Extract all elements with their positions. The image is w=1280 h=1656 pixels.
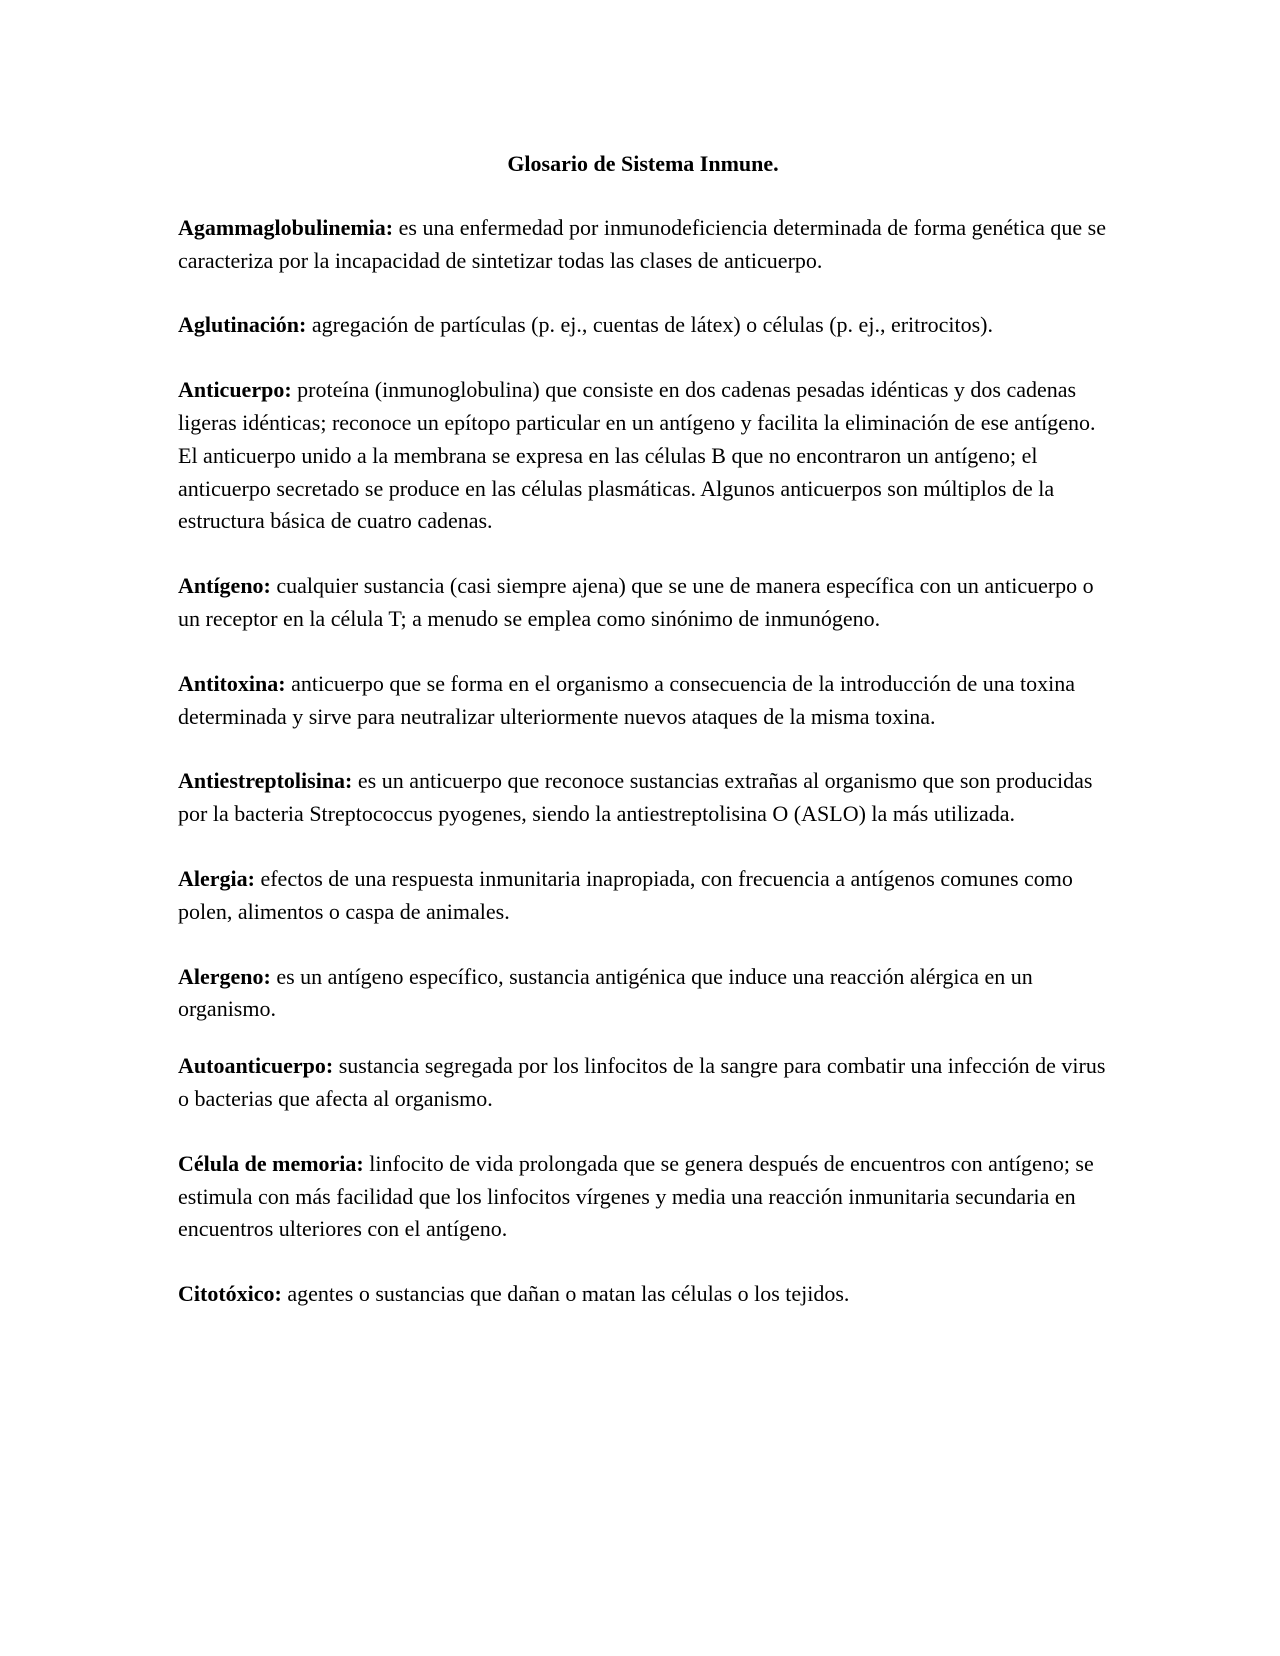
glossary-definition: proteína (inmunoglobulina) que consiste en dos cadenas pesadas idénticas y dos cadenas ligeras idénticas; reconoce un epítopo particular en un antígeno y facilita la eliminación de ese antígeno. El anticuerpo unido a la membrana se expresa en las células B que no encontraron un antígeno; el anticuerpo secretado se produce en las células plasmáticas. Algunos anticuerpos son múltiplos de la estructura básica de cuatro cadenas. bbox=[178, 377, 1096, 534]
document-page bbox=[178, 148, 1108, 1343]
document-title: Glosario de Sistema Inmune. bbox=[507, 151, 779, 176]
glossary-term: Autoanticuerpo: bbox=[178, 1053, 334, 1079]
glossary-definition: agentes o sustancias que dañan o matan las células o los tejidos. bbox=[281, 1281, 850, 1307]
glossary-definition: linfocito de vida prolongada que se genera después de encuentros con antígeno; se estimula con más facilidad que los linfocitos vírgenes y media una reacción inmunitaria secundaria en encuentros ulteriores con el antígeno. bbox=[178, 1150, 1094, 1242]
glossary-entry bbox=[178, 570, 1108, 636]
glossary-term: Antígeno: bbox=[178, 573, 271, 599]
glossary-entry bbox=[178, 1278, 1108, 1311]
glossary-entry bbox=[178, 374, 1108, 538]
glossary-definition: efectos de una respuesta inmunitaria inapropiada, con frecuencia a antígenos comunes como polen, alimentos o caspa de animales. bbox=[178, 865, 1073, 924]
glossary-entry bbox=[178, 1148, 1108, 1246]
glossary-entry bbox=[178, 961, 1108, 1027]
glossary-definition: cualquier sustancia (casi siempre ajena) que se une de manera específica con un anticuerpo o un receptor en la célula T; a menudo se emplea como sinónimo de inmunógeno. bbox=[178, 573, 1094, 631]
glossary-term: Agammaglobulinemia: bbox=[178, 214, 394, 240]
glossary-definition: anticuerpo que se forma en el organismo a consecuencia de la introducción de una toxina determinada y sirve para neutralizar ulteriormente nuevos ataques de la misma toxina. bbox=[178, 670, 1076, 729]
glossary-entry bbox=[178, 668, 1108, 734]
glossary-entry bbox=[178, 765, 1108, 831]
glossary-definition: agregación de partículas (p. ej., cuentas de látex) o células (p. ej., eritrocitos). bbox=[306, 312, 993, 338]
glossary-term: Antiestreptolisina: bbox=[178, 768, 353, 794]
glossary-term: Antitoxina: bbox=[178, 670, 286, 696]
glossary-term: Alergeno: bbox=[178, 963, 271, 989]
glossary-entry bbox=[178, 212, 1108, 278]
glossary-definition: sustancia segregada por los linfocitos de la sangre para combatir una infección de virus o bacterias que afecta al organismo. bbox=[178, 1053, 1106, 1111]
glossary-definition: es un antígeno específico, sustancia antigénica que induce una reacción alérgica en un organismo. bbox=[178, 963, 1033, 1022]
glossary-term: Anticuerpo: bbox=[178, 377, 292, 403]
glossary-entry bbox=[178, 309, 1108, 342]
glossary-term: Aglutinación: bbox=[178, 312, 307, 338]
glossary-definition: es un anticuerpo que reconoce sustancias extrañas al organismo que son producidas por la bacteria Streptococcus pyogenes, siendo la antiestreptolisina O (ASLO) la más utilizada. bbox=[178, 768, 1093, 827]
glossary-entry bbox=[178, 1050, 1108, 1116]
glossary-term: Célula de memoria: bbox=[178, 1150, 364, 1176]
glossary-entry bbox=[178, 863, 1108, 929]
glossary-definition: es una enfermedad por inmunodeficiencia determinada de forma genética que se caracteriza por la incapacidad de sintetizar todas las clases de anticuerpo. bbox=[178, 214, 1106, 273]
glossary-term: Alergia: bbox=[178, 865, 255, 891]
glossary-term: Citotóxico: bbox=[178, 1281, 282, 1307]
